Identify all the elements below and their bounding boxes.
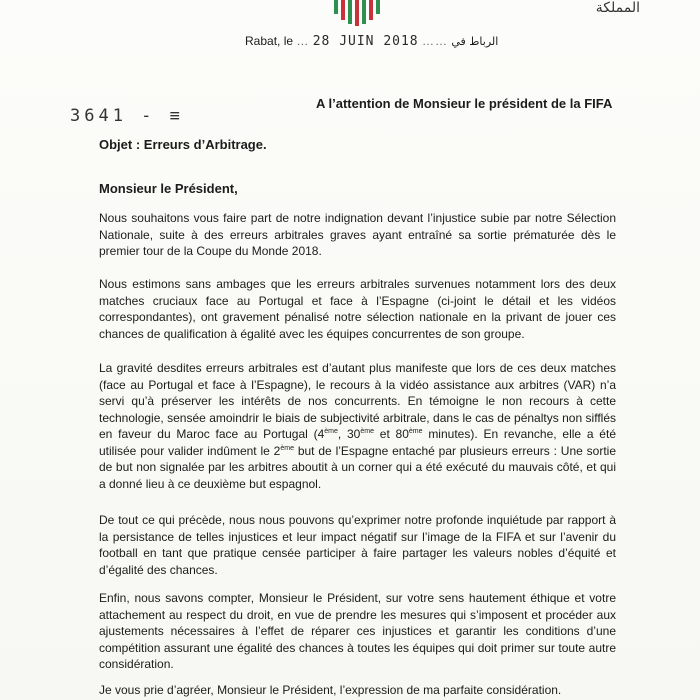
arabic-header-text: المملكة [595,0,640,16]
salutation: Monsieur le Président, [99,181,238,196]
date-prefix: Rabat, le [245,34,294,48]
dateline [245,34,498,49]
reference-number: 3641 - ≡ [70,106,184,126]
paragraph-2: Nous estimons sans ambages que les erreurs arbitrales survenues notamment lors des deux matches cruciaux face au Portugal et face à l’Espagne (ci-joint le détail et les vidéos correspondantes), ont gravement pénalisé notre sélection nationale en la privant de jouer ces chances de qualification à égalité avec les équipes concurrentes de son groupe. [99,277,616,341]
paragraph-4: De tout ce qui précède, nous nous pouvons qu’exprimer notre profonde inquiétude par rapport à la persistance de telles injustices et leur impact négatif sur l’image de la FIFA et sur l’avenir du football en tant que pratique censée participer à faire partager les valeurs nobles d’équité et d’égalité des chances. [99,513,616,577]
paragraph-1: Nous souhaitons vous faire part de notre indignation devant l’injustice subie par notre Sélection Nationale, suite à des erreurs arbitrales graves ayant entraîné sa sortie prématurée dès le premier tour de la Coupe du Monde 2018. [99,211,616,258]
date-dots: … [296,34,310,48]
date-arabic: الرباط في [451,35,499,48]
paragraph-3: La gravité desdites erreurs arbitrales est d’autant plus manifeste que lors de ces deux matches (face au Portugal et face à l’Espagne), le recours à la vidéo assistance aux arbitres (VAR) n’a servi qu’à préserver les intérêts de nos concurrents. En témoigne le non recours à cette technologie, sensée amoindrir le biais de subjectivité arbitrale, dans le cas de pénaltys non sifflés en faveur du Maroc face au Portugal (4ème, 30ème et 80ème minutes). En revanche, elle a été utilisée pour valider indûment le 2ème but de l’Espagne entaché par plusieurs erreurs : Une sortie de but non signalée par les arbitres aboutit à un corner qui a été exécuté du mauvais côté, et qui a donné lieu à ce deuxième but espagnol. [99,361,616,491]
recipient-line: A l’attention de Monsieur le président de la FIFA [316,96,613,111]
federation-logo [320,0,400,26]
date-dots-right: …… [421,34,448,48]
paragraph-5: Enfin, nous savons compter, Monsieur le Président, sur votre sens hautement éthique et votre attachement au respect du droit, en vue de prendre les mesures qui s’imposent et procéder aux ajustements nécessaires à l’effet de réparer ces injustices et garantir les conditions d’une compétition assurant une égalité des chances à toutes les équipes qui doit primer sur toute autre considération. [99,591,616,671]
paragraph-6: Je vous prie d’agréer, Monsieur le Président, l’expression de ma parfaite considération. [99,683,562,697]
subject-line: Objet : Erreurs d’Arbitrage. [99,137,267,152]
date-stamp: 28 JUIN 2018 [312,34,419,49]
